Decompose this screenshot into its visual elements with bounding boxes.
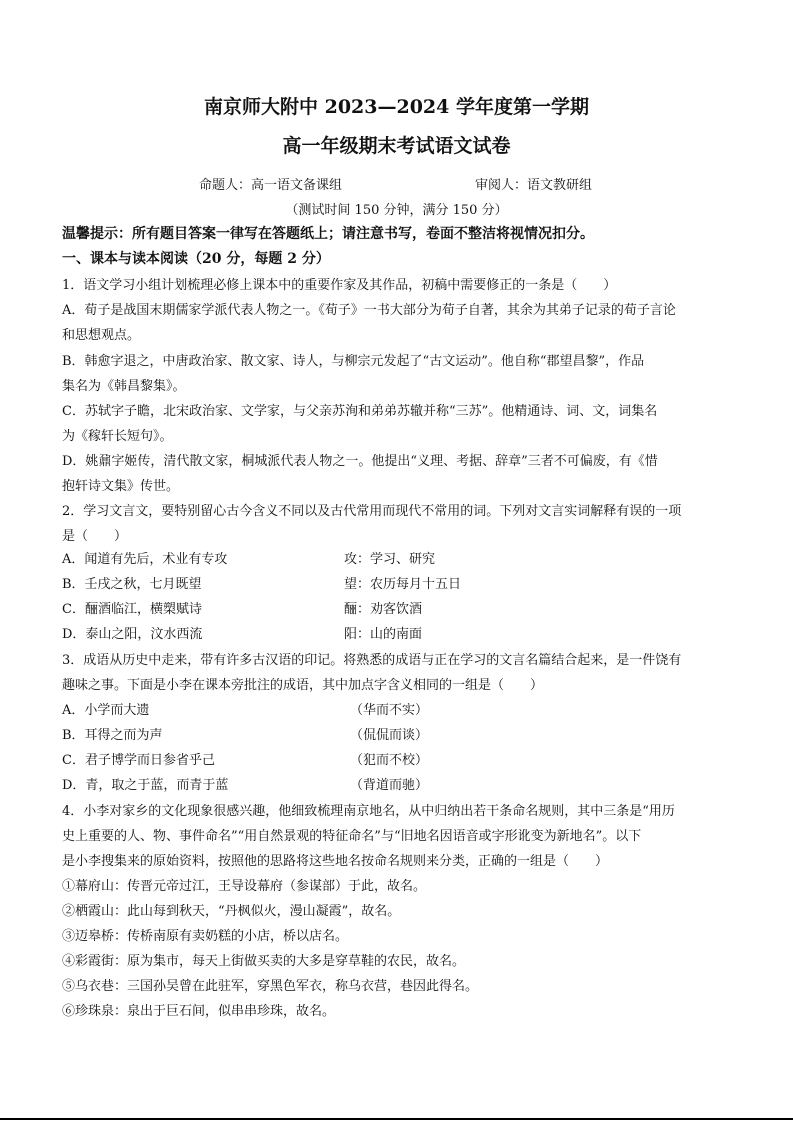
page-bottom-rule: [0, 1118, 793, 1120]
q3-idiom-a: （华而不实）: [350, 703, 429, 718]
q1-option-c: C．苏轼字子瞻，北宋政治家、文学家，与父亲苏洵和弟弟苏辙并称“三苏”。他精通诗、词、文，词集名: [62, 404, 658, 419]
reviewer-info: 审阅人：语文教研组: [475, 178, 593, 193]
q4-item-3: ③迈皋桥：传桥南原有卖奶糕的小店，桥以店名。: [62, 929, 349, 944]
q3-option-c: C．君子博学而日参省乎己: [62, 753, 215, 768]
exam-title-grade: 高一年级期末考试语文试卷: [282, 135, 511, 157]
q3-idiom-d: （背道而驰）: [350, 778, 429, 793]
q1-option-c-cont: 为《稼轩长短句》。: [62, 429, 173, 444]
q3-idiom-b: （侃侃而谈）: [350, 728, 429, 743]
notice: 温馨提示：所有题目答案一律写在答题纸上；请注意书写，卷面不整洁将视情况扣分。: [62, 226, 594, 242]
q3-stem-cont: 趣味之事。下面是小李在课本旁批注的成语，其中加点字含义相同的一组是（ ）: [62, 678, 544, 693]
q2-option-c: C．酾酒临江，横槊赋诗: [62, 602, 202, 617]
q2-gloss-d: 阳：山的南面: [344, 627, 423, 642]
q2-stem-cont: 是（ ）: [62, 529, 128, 544]
q1-option-d-cont: 抱轩诗文集》传世。: [62, 479, 180, 494]
q4-stem-cont1: 史上重要的人、物、事件命名”“用自然景观的特征命名”与“旧地名因语音或字形讹变为新地名”。以下: [62, 829, 642, 844]
q4-stem-cont2: 是小李搜集来的原始资料，按照他的思路将这些地名按命名规则来分类，正确的一组是（ ）: [62, 854, 609, 869]
q3-option-d: D．青，取之于蓝，而青于蓝: [62, 778, 229, 793]
q3-idiom-c: （犯而不校）: [350, 753, 429, 768]
q4-item-6: ⑥珍珠泉：泉出于巨石间，似串串珍珠，故名。: [62, 1004, 336, 1019]
q1-stem: 1．语文学习小组计划梳理必修上课本中的重要作家及其作品，初稿中需要修正的一条是（ ）: [62, 278, 617, 293]
q3-stem: 3．成语从历史中走来，带有许多古汉语的印记。将熟悉的成语与正在学习的文言名篇结合起来，是一件饶有: [62, 653, 682, 668]
section-heading: 一、课本与读本阅读（20 分，每题 2 分）: [62, 251, 330, 267]
q2-option-d: D．泰山之阳，汶水西流: [62, 627, 203, 642]
q4-item-2: ②栖霞山：此山每到秋天，“丹枫似火，漫山凝霞”，故名。: [62, 904, 401, 919]
q2-option-b: B．壬戌之秋，七月既望: [62, 577, 202, 592]
q4-item-1: ①幕府山：传晋元帝过江，王导设幕府（参谋部）于此，故名。: [62, 879, 427, 894]
q2-gloss-b: 望：农历每月十五日: [344, 577, 462, 592]
q1-option-b-cont: 集名为《韩昌黎集》。: [62, 379, 186, 394]
setter-info: 命题人：高一语文备课组: [199, 178, 343, 193]
q2-stem: 2．学习文言文，要特别留心古今含义不同以及古代常用而现代不常用的词。下列对文言实词解释有误的一项: [62, 504, 682, 519]
q2-option-a: A．闻道有先后，术业有专攻: [62, 552, 228, 567]
time-info: （测试时间 150 分钟，满分 150 分）: [285, 203, 508, 218]
q1-option-b: B．韩愈字退之，中唐政治家、散文家、诗人，与柳宗元发起了“古文运动”。他自称“郡望昌黎”，作品: [62, 354, 645, 369]
q4-item-4: ④彩霞街：原为集市，每天上街做买卖的大多是穿草鞋的农民，故名。: [62, 954, 466, 969]
q1-option-d: D．姚鼐字姬传，清代散文家，桐城派代表人物之一。他提出“义理、考据、辞章”三者不可偏废，有《惜: [62, 454, 658, 469]
q2-gloss-c: 酾：劝客饮酒: [344, 602, 423, 617]
q1-option-a: A．荀子是战国末期儒家学派代表人物之一。《荀子》一书大部分为荀子自著，其余为其弟子记录的荀子言论: [62, 303, 676, 318]
q3-option-b: B．耳得之而为声: [62, 728, 163, 743]
exam-title-school: 南京师大附中 2023—2024 学年度第一学期: [204, 96, 589, 118]
q1-option-a-cont: 和思想观点。: [62, 328, 141, 343]
q4-item-5: ⑤乌衣巷：三国孙吴曾在此驻军，穿黑色军衣，称乌衣营，巷因此得名。: [62, 979, 479, 994]
q2-gloss-a: 攻：学习、研究: [344, 552, 436, 567]
q3-option-a: A．小学而大遗: [62, 703, 150, 718]
q4-stem: 4．小李对家乡的文化现象很感兴趣，他细致梳理南京地名，从中归纳出若干条命名规则，其中三条是“用历: [62, 804, 675, 819]
